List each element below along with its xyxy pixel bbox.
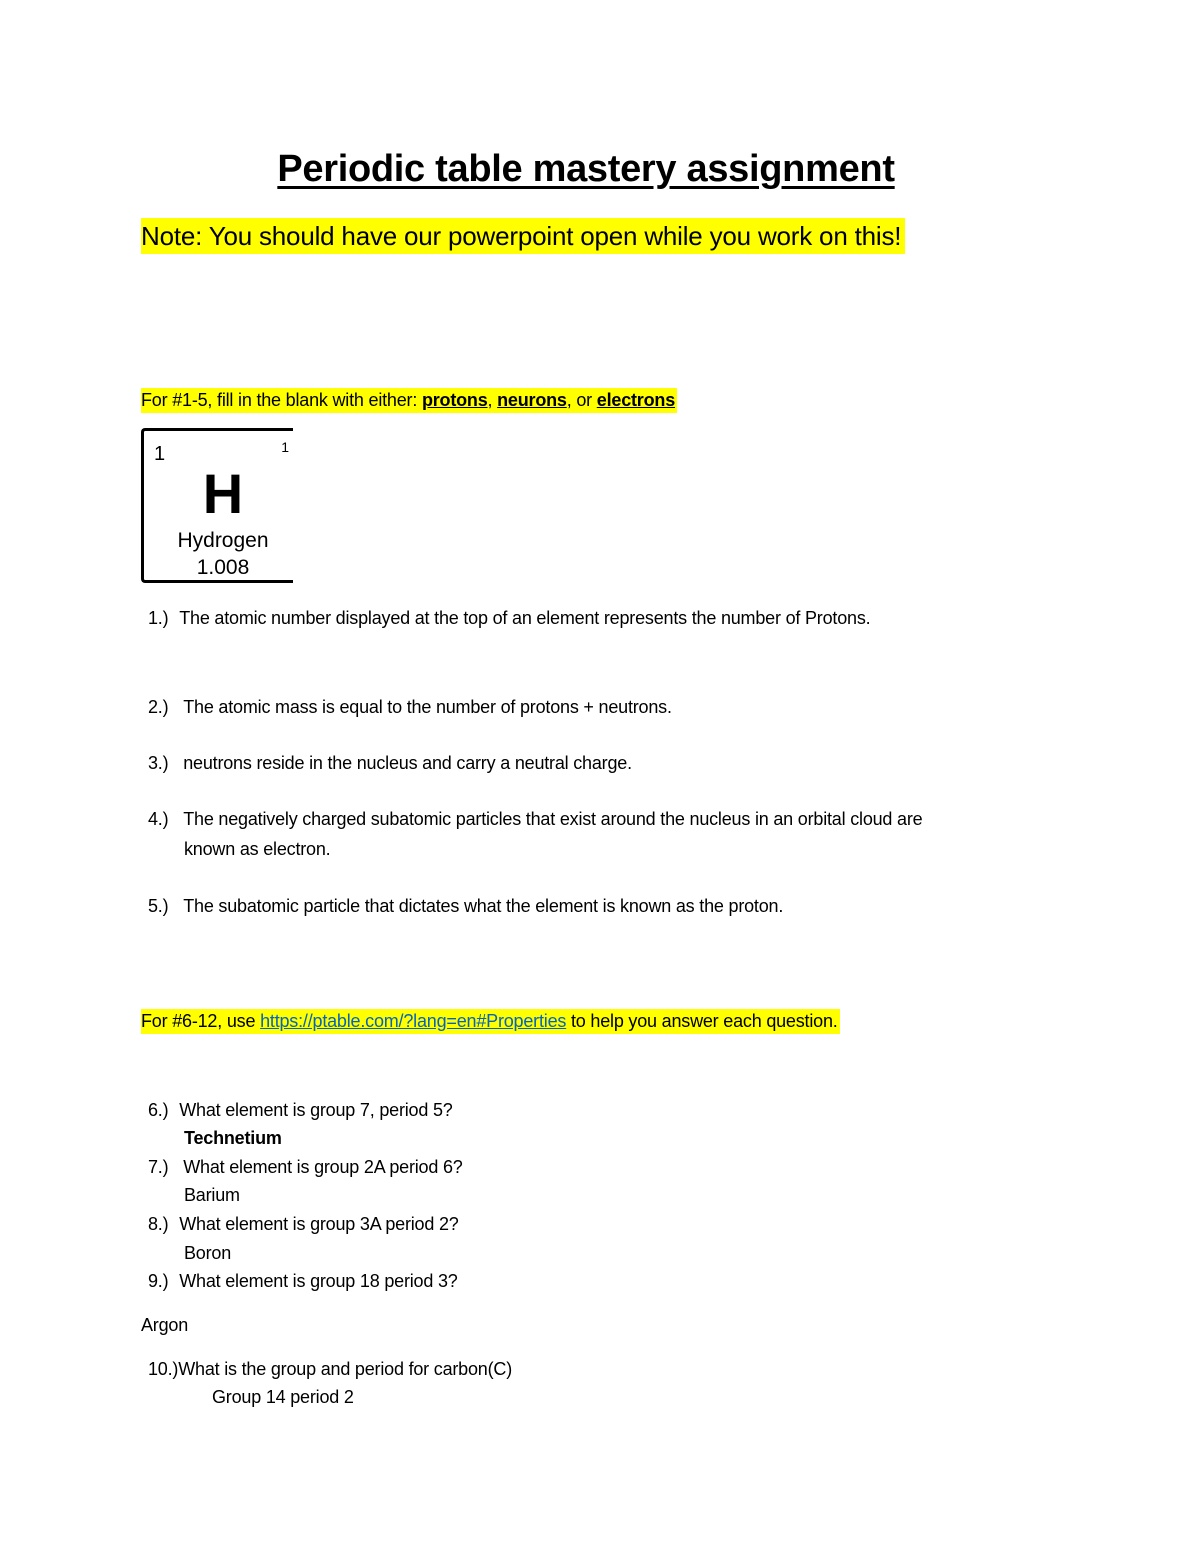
question-text: What element is group 7, period 5? bbox=[179, 1100, 453, 1120]
section2-suffix: to help you answer each question. bbox=[566, 1011, 838, 1031]
question-number: 6.) bbox=[148, 1100, 169, 1120]
question-7 bbox=[148, 1155, 463, 1179]
tile-symbol: H bbox=[202, 462, 244, 525]
question-text: What element is group 2A period 6? bbox=[183, 1157, 463, 1177]
question-number: 1.) bbox=[148, 608, 169, 628]
option-electrons: electrons bbox=[596, 390, 675, 410]
section1-prefix: For #1-5, fill in the blank with either: bbox=[141, 390, 422, 410]
question-number: 2.) bbox=[148, 697, 169, 717]
question-text: The atomic mass is equal to the number of protons + neutrons. bbox=[183, 697, 672, 717]
ptable-link[interactable]: https://ptable.com/?lang=en#Properties bbox=[260, 1011, 567, 1031]
section1-instructions bbox=[141, 388, 677, 413]
tile-atomic-mass: 1.008 bbox=[196, 556, 250, 579]
question-8 bbox=[148, 1212, 459, 1236]
question-text: What element is group 3A period 2? bbox=[179, 1214, 459, 1234]
question-number: 8.) bbox=[148, 1214, 169, 1234]
question-text: The atomic number displayed at the top of an element represents the number of Protons. bbox=[179, 608, 871, 628]
answer-8: Boron bbox=[184, 1243, 232, 1263]
question-number: 7.) bbox=[148, 1157, 169, 1177]
question-number: 4.) bbox=[148, 809, 169, 829]
section1-sep2: , or bbox=[566, 390, 597, 410]
question-number: 5.) bbox=[148, 896, 169, 916]
answer-9: Argon bbox=[141, 1315, 189, 1335]
section1-sep1: , bbox=[487, 390, 498, 410]
question-4-continued: known as electron. bbox=[184, 839, 331, 859]
question-2 bbox=[148, 695, 672, 719]
option-protons: protons bbox=[421, 390, 488, 410]
answer-7: Barium bbox=[184, 1185, 240, 1205]
question-number: 9.) bbox=[148, 1271, 169, 1291]
question-text: neutrons reside in the nucleus and carry a neutral charge. bbox=[183, 753, 632, 773]
question-1 bbox=[148, 606, 870, 630]
question-3 bbox=[148, 751, 632, 775]
page-title: Periodic table mastery assignment bbox=[277, 148, 895, 190]
option-neurons: neurons bbox=[497, 390, 567, 410]
hydrogen-element-tile bbox=[141, 428, 293, 583]
question-10 bbox=[148, 1357, 512, 1381]
question-number: 10.) bbox=[148, 1359, 179, 1379]
answer-10: Group 14 period 2 bbox=[212, 1387, 354, 1407]
question-text: What element is group 18 period 3? bbox=[179, 1271, 458, 1291]
tile-corner-number: 1 bbox=[281, 439, 289, 455]
question-text: The subatomic particle that dictates what the element is known as the proton. bbox=[183, 896, 784, 916]
question-5 bbox=[148, 894, 783, 918]
section2-prefix: For #6-12, use bbox=[141, 1011, 261, 1031]
question-text: What is the group and period for carbon(C) bbox=[178, 1359, 512, 1379]
question-6 bbox=[148, 1098, 453, 1122]
highlighted-note: Note: You should have our powerpoint open while you work on this! bbox=[141, 218, 905, 254]
question-text: The negatively charged subatomic particles that exist around the nucleus in an orbital cloud are bbox=[183, 809, 923, 829]
answer-6: Technetium bbox=[184, 1128, 282, 1148]
question-9 bbox=[148, 1269, 458, 1293]
section2-instructions bbox=[141, 1009, 840, 1034]
tile-element-name: Hydrogen bbox=[177, 529, 269, 552]
tile-atomic-number: 1 bbox=[154, 443, 166, 465]
question-number: 3.) bbox=[148, 753, 169, 773]
question-4 bbox=[148, 807, 922, 831]
